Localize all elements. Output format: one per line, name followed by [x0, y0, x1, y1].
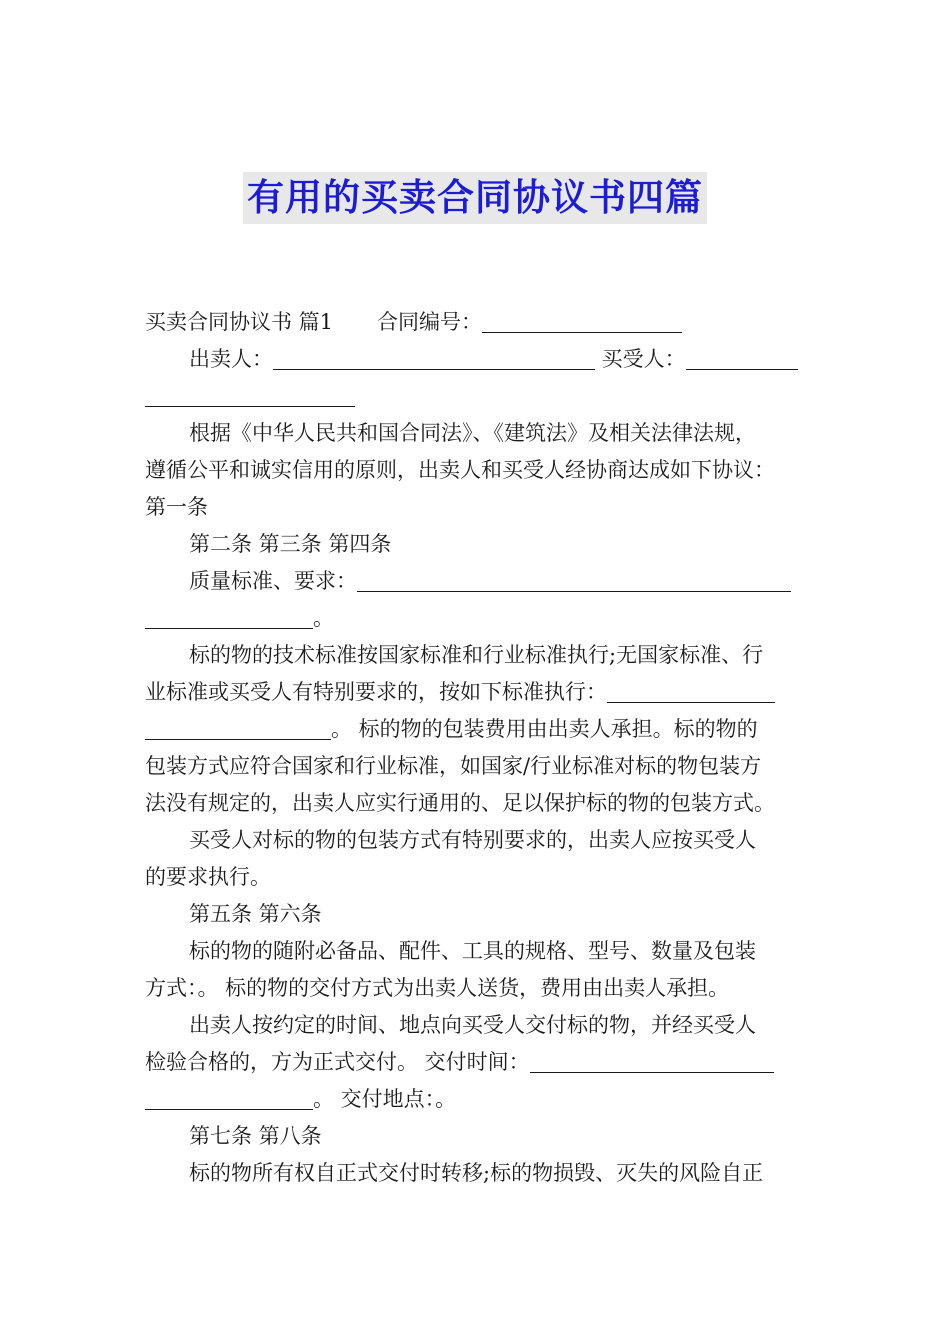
quality-standard-blank[interactable] — [357, 569, 791, 592]
contract-number-label: 合同编号： — [377, 310, 483, 334]
delivery-place-line: 。 交付地点：。 — [145, 1081, 810, 1118]
paragraph-line: 出卖人按约定的时间、地点向买受人交付标的物，并经买受人 — [189, 1013, 756, 1037]
buyer-label: 买受人： — [595, 347, 686, 371]
paragraph-line: 。 标的物的包装费用由出卖人承担。标的物的 — [145, 711, 810, 748]
paragraph-line: 包装方式应符合国家和行业标准，如国家/行业标准对标的物包装方 — [145, 754, 762, 778]
paragraph-line: 的要求执行。 — [145, 865, 271, 889]
article-heading: 第二条 第三条 第四条 — [189, 532, 392, 556]
paragraph-line: 根据《中华人民共和国合同法》、《建筑法》及相关法律法规， — [189, 421, 756, 445]
paragraph-line: 法没有规定的，出卖人应实行通用的、足以保护标的物的包装方式。 — [145, 791, 775, 815]
quality-standard-line-continued: 。 — [145, 600, 810, 637]
buyer-blank-continued[interactable] — [145, 384, 355, 407]
seller-label: 出卖人： — [189, 347, 273, 371]
contract-number-blank[interactable] — [482, 310, 682, 333]
quality-standard-blank-continued[interactable] — [145, 606, 313, 629]
contract-header-line — [145, 304, 810, 341]
buyer-blank[interactable] — [686, 347, 798, 370]
paragraph-line: 方式：。 标的物的交付方式为出卖人送货，费用由出卖人承担。 — [145, 976, 730, 1000]
quality-standard-label: 质量标准、要求： — [189, 569, 357, 593]
technical-standard-blank-continued[interactable] — [145, 717, 331, 740]
paragraph-line: 遵循公平和诚实信用的原则，出卖人和买受人经协商达成如下协议： — [145, 458, 775, 482]
section-heading: 买卖合同协议书 篇1 — [145, 310, 334, 334]
delivery-time-line: 检验合格的，方为正式交付。 交付时间： — [145, 1044, 810, 1081]
document-title: 有用的买卖合同协议书四篇 — [243, 172, 707, 224]
delivery-time-blank-continued[interactable] — [145, 1087, 313, 1110]
article-heading: 第一条 — [145, 495, 208, 519]
document-body — [145, 304, 810, 1192]
article-heading: 第五条 第六条 — [189, 902, 322, 926]
parties-line-continued — [145, 378, 810, 415]
seller-blank[interactable] — [273, 347, 595, 370]
technical-standard-blank[interactable] — [607, 680, 775, 703]
paragraph-line: 标的物的随附必备品、配件、工具的规格、型号、数量及包装 — [189, 939, 756, 963]
paragraph-line: 业标准或买受人有特别要求的，按如下标准执行： — [145, 674, 810, 711]
article-heading: 第七条 第八条 — [189, 1124, 322, 1148]
paragraph-line: 标的物所有权自正式交付时转移;标的物损毁、灭失的风险自正 — [189, 1161, 764, 1185]
parties-line — [145, 341, 810, 378]
quality-standard-line — [145, 563, 810, 600]
paragraph-line: 标的物的技术标准按国家标准和行业标准执行;无国家标准、行 — [189, 643, 764, 667]
paragraph-line: 买受人对标的物的包装方式有特别要求的，出卖人应按买受人 — [189, 828, 756, 852]
title-container — [0, 172, 950, 224]
delivery-time-blank[interactable] — [530, 1050, 774, 1073]
